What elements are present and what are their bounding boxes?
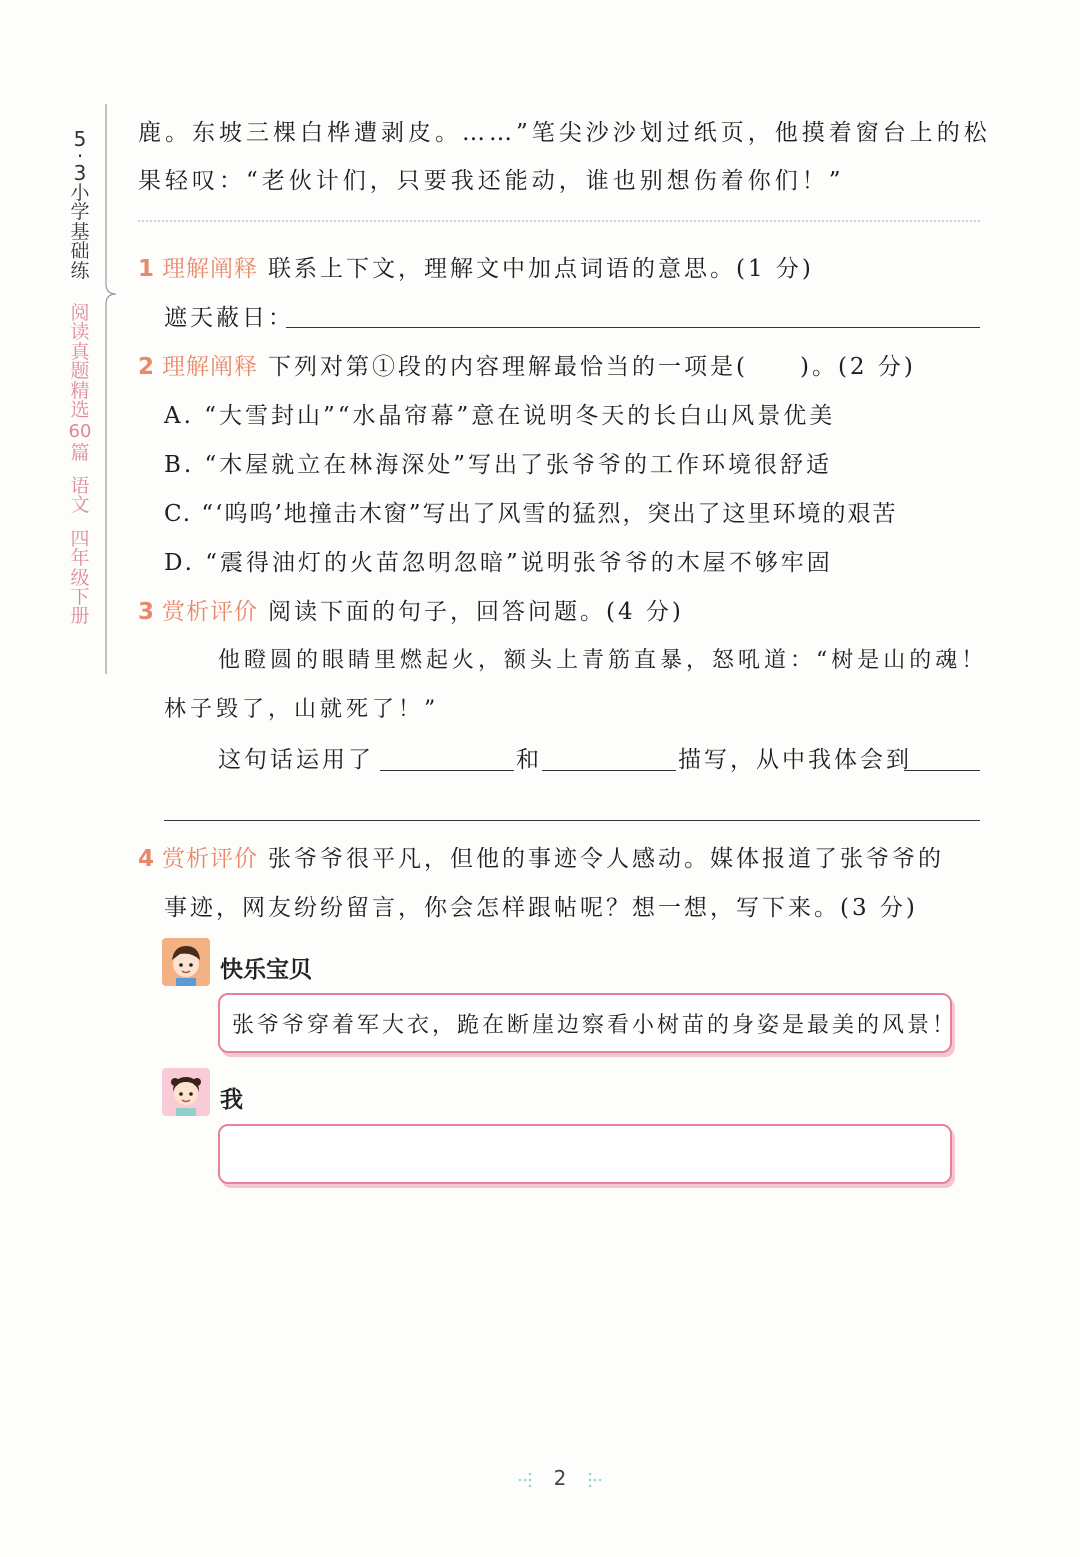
user-name-2: 我 [220, 1087, 243, 1113]
question-tag: 理解阐释 [162, 256, 259, 282]
series-title [62, 128, 98, 281]
option-c[interactable]: C. “‘呜呜’地撞击木窗”写出了风雪的猛烈，突出了这里环境的艰苦 [164, 501, 898, 527]
question-number: 4 [138, 846, 155, 872]
q3-quote-line-2: 林子毁了，山就死了！” [164, 697, 440, 722]
book-number: 60 [68, 421, 92, 443]
series-char: 学 [70, 201, 90, 224]
question-tag: 赏析评价 [162, 599, 259, 625]
grade-char: 册 [70, 605, 90, 628]
question-tag: 理解阐释 [162, 354, 259, 380]
page-number: 2 [553, 1466, 567, 1490]
question-4 [138, 840, 944, 873]
passage-line-2: 果轻叹：“老伙计们，只要我还能动，谁也别想伤着你们！” [138, 168, 845, 194]
question-4-line-2: 事迹，网友纷纷留言，你会怎样跟帖呢？想一想，写下来。(3 分) [164, 895, 918, 921]
question-tag: 赏析评价 [162, 846, 259, 872]
question-text: 下列对第①段的内容理解最恰当的一项是( )。(2 分) [268, 354, 916, 380]
book-title [62, 304, 98, 627]
series-number-3: 3 [73, 161, 87, 185]
book-char: 真 [70, 340, 90, 363]
girl-avatar-icon [162, 1068, 210, 1116]
series-number-5: 5 [73, 127, 87, 151]
series-char: 小 [70, 182, 90, 204]
question-text: 联系上下文，理解文中加点词语的意思。(1 分) [268, 256, 814, 282]
passage-line-1: 鹿。东坡三棵白桦遭剥皮。……”笔尖沙沙划过纸页，他摸着窗台上的松 [138, 120, 991, 146]
book-char: 篇 [70, 441, 90, 464]
series-char: 础 [70, 240, 90, 263]
book-char: 读 [70, 321, 90, 344]
q3-answer-part-1: 这句话运用了 [218, 747, 374, 773]
series-char: 练 [70, 259, 90, 282]
option-d[interactable]: D. “震得油灯的火苗忽明忽暗”说明张爷爷的木屋不够牢固 [164, 550, 833, 576]
book-char: 精 [70, 379, 90, 402]
series-char: 基 [70, 220, 90, 243]
sidebar-brace [104, 104, 118, 674]
q3-blank-3[interactable] [904, 770, 980, 771]
q3-blank-4[interactable] [164, 820, 980, 821]
question-number: 1 [138, 256, 155, 282]
book-char: 阅 [70, 302, 90, 324]
comment-input-2[interactable] [218, 1124, 952, 1184]
subject-char: 语 [70, 475, 90, 498]
question-text: 张爷爷很平凡，但他的事迹令人感动。媒体报道了张爷爷的 [268, 846, 945, 872]
series-dot: · [76, 144, 84, 168]
q3-blank-2[interactable] [542, 770, 676, 771]
subject-char: 文 [70, 494, 90, 517]
q3-answer-part-2: 和 [516, 747, 542, 773]
boy-avatar-icon [162, 938, 210, 986]
user-name-1: 快乐宝贝 [220, 957, 312, 983]
option-a[interactable]: A. “大雪封山”“水晶帘幕”意在说明冬天的长白山风景优美 [164, 403, 836, 429]
question-1 [138, 250, 814, 283]
question-2 [138, 348, 916, 381]
grade-char: 级 [70, 566, 90, 589]
comment-text-1: 张爷爷穿着军大衣，跪在断崖边察看小树苗的身姿是最美的风景！ [232, 1013, 958, 1038]
question-3 [138, 593, 684, 626]
page-deco-right-icon [584, 1470, 604, 1490]
book-char: 题 [70, 360, 90, 383]
question-number: 3 [138, 599, 155, 625]
section-divider [138, 220, 980, 222]
q3-quote-line-1: 他瞪圆的眼睛里燃起火，额头上青筋直暴，怒吼道：“树是山的魂！ [218, 648, 988, 673]
book-char: 选 [70, 398, 90, 421]
question-number: 2 [138, 354, 155, 380]
q1-answer-blank[interactable] [286, 327, 980, 328]
question-text: 阅读下面的句子，回答问题。(4 分) [268, 599, 684, 625]
grade-char: 年 [70, 547, 90, 570]
q3-blank-1[interactable] [380, 770, 514, 771]
option-b[interactable]: B. “木屋就立在林海深处”写出了张爷爷的工作环境很舒适 [164, 452, 833, 478]
grade-char: 下 [70, 585, 90, 608]
grade-char: 四 [70, 527, 90, 550]
q3-answer-part-3: 描写，从中我体会到 [678, 747, 912, 773]
q1-item-label: 遮天蔽日： [164, 305, 294, 331]
